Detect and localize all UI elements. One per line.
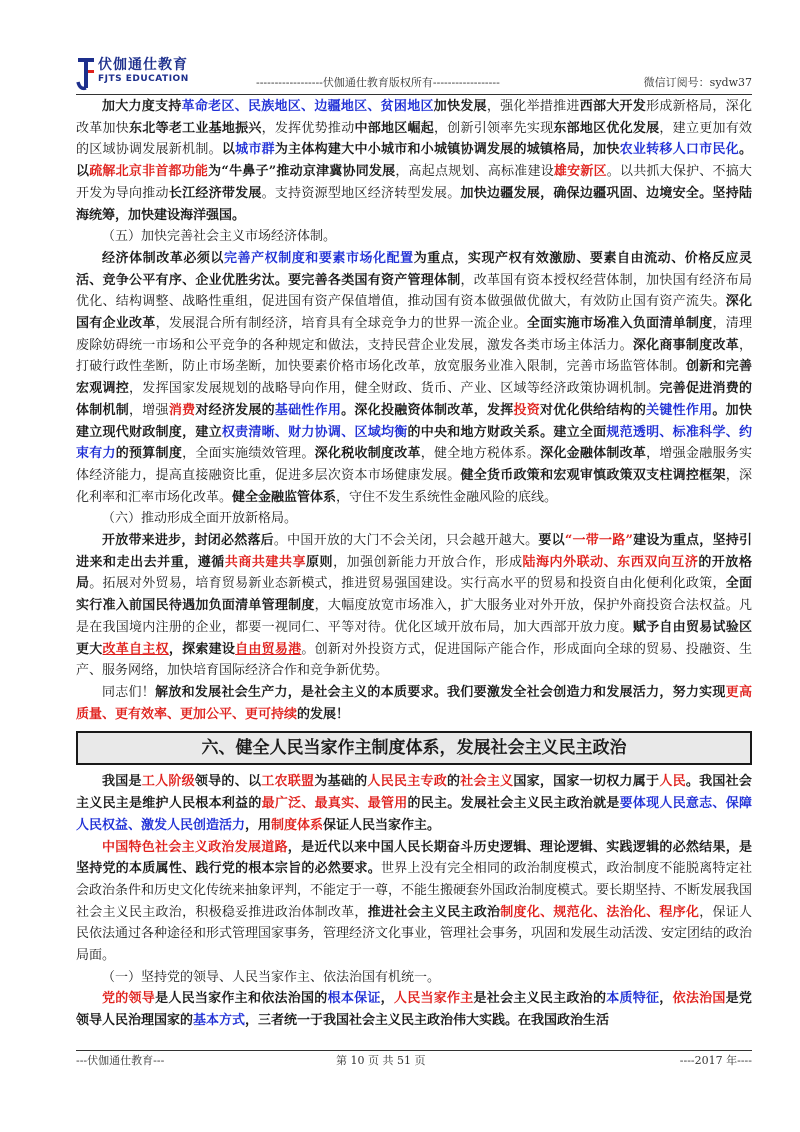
logo-text-en: FJTS EDUCATION bbox=[98, 74, 189, 84]
text-run: 农业转移人口市民化 bbox=[619, 142, 739, 158]
text-run: 消费 bbox=[168, 402, 196, 418]
text-run: ，加强创新能力开放合作，形成 bbox=[333, 554, 523, 570]
text-run: 国家，国家一切权力属于 bbox=[513, 774, 660, 790]
text-run: 。我国社会主义民主是维护人民根本利益的 bbox=[76, 774, 752, 812]
text-run: 是党领导人民治理国家的 bbox=[76, 991, 752, 1029]
text-run: 。以共抓大保护、不搞大开发为导向推动 bbox=[76, 164, 752, 201]
text-run: 制度化、规范化、法治化、程序化 bbox=[500, 904, 700, 920]
text-run: ，保证人民依法通过各种途径和形式管理国家事务，管理经济文化事业，管理社会事务，巩固和发展生动活泼、安定团结的政治局面。 bbox=[76, 904, 753, 964]
text-run: （一）坚持党的领导、人民当家作主、依法治国有机统一。 bbox=[102, 969, 441, 985]
footer-org: ---伏伽通仕教育--- bbox=[76, 1054, 165, 1067]
text-run: ，探索建设 bbox=[168, 641, 236, 657]
text-run: ，改革国有资本授权经营体制，加快国有经济布局优化、结构调整、战略性重组，促进国有资产保值增值，推动国有资本做强做优做大，有效防止国有资产流失。 bbox=[76, 272, 752, 310]
text-run: 的开放格局 bbox=[76, 554, 752, 592]
text-run: 全面实行准入前国民待遇加负面清单管理制度 bbox=[76, 576, 752, 614]
paragraph bbox=[76, 682, 752, 725]
text-run: ，打破行政性垄断，防止市场垄断，加快要素价格市场化改革，放宽服务业准入限制，完善市场监管体制。 bbox=[76, 337, 752, 375]
text-run: 。支持资源型地区经济转型发展。 bbox=[261, 185, 461, 201]
text-run: 雄安新区 bbox=[553, 164, 607, 180]
text-run: 开放带来进步，封闭必然落后 bbox=[102, 533, 274, 549]
text-run: “一带一路” bbox=[564, 533, 633, 549]
text-run: 为重点，实现产权有效激励、要素自由流动、价格反应灵活、竞争公平有序、企业优胜劣汰。要完善各类国有资产管理体制 bbox=[76, 250, 752, 288]
text-run: 加大力度支持 bbox=[102, 99, 182, 114]
text-run: 经济体制改革必须以 bbox=[102, 250, 224, 266]
text-run: （五）加快完善社会主义市场经济体制。 bbox=[102, 229, 337, 245]
text-run: 深化商事制度改革 bbox=[632, 337, 739, 353]
copyright-notice: ------------------伏伽通仕教育版权所有------------------ bbox=[256, 76, 500, 89]
text-run: 深化金融体制改革 bbox=[540, 446, 647, 462]
text-run: 要以 bbox=[538, 533, 565, 549]
text-run: 基本方式 bbox=[193, 1013, 246, 1029]
text-run: 形成新格局，深化改革加快 bbox=[76, 99, 752, 136]
text-run: 深化国有企业改革 bbox=[76, 294, 752, 332]
text-run: ，建立更加有效的区域协调发展新机制。 bbox=[76, 120, 752, 158]
text-run: ，强化举措推进 bbox=[486, 99, 580, 114]
footer-year: ----2017 年---- bbox=[679, 1054, 752, 1067]
text-run: 更高质量、更有效率、更加公平、更可持续 bbox=[76, 684, 752, 722]
text-run: 对经济发展的 bbox=[195, 402, 275, 418]
text-run: 的中央和地方财政关系。建立全面 bbox=[407, 424, 607, 440]
text-run: 根本保证 bbox=[327, 991, 381, 1007]
text-run: 对优化供给结构的 bbox=[540, 402, 647, 418]
subheading bbox=[76, 226, 752, 248]
text-run: 长江经济带发展 bbox=[168, 185, 262, 201]
text-run: 社会主义 bbox=[460, 774, 514, 790]
subheading bbox=[76, 967, 752, 989]
text-run: 同志们！ bbox=[102, 684, 156, 700]
text-run: ， bbox=[380, 991, 394, 1007]
text-run: 深化税收制度改革 bbox=[314, 446, 421, 462]
text-run: 的发展！ bbox=[297, 706, 350, 722]
text-run: 权责清晰、财力协调、区域均衡 bbox=[221, 424, 408, 440]
paragraph bbox=[76, 530, 752, 682]
logo-text-cn: 伏伽通仕教育 bbox=[98, 57, 188, 73]
text-run: ，增强 bbox=[129, 402, 169, 418]
text-run: 中国特色社会主义政治发展道路 bbox=[102, 839, 288, 855]
logo bbox=[76, 54, 196, 94]
text-run: 是人民当家作主和依法治国的 bbox=[155, 991, 328, 1007]
text-run: ，是近代以来中国人民长期奋斗历史逻辑、理论逻辑、实践逻辑的必然结果，是坚持党的本质属性、践行党的根本宗旨的必然要求。 bbox=[76, 839, 752, 877]
text-run: 中部地区崛起 bbox=[354, 120, 435, 136]
fjts-logo-icon bbox=[76, 56, 96, 92]
text-run: ，健全地方税体系。 bbox=[420, 446, 541, 462]
text-run: ，发展混合所有制经济，培育具有全球竞争力的世界一流企业。 bbox=[155, 316, 527, 332]
text-run: 关键性作用 bbox=[646, 402, 713, 418]
text-run: 加快边疆发展，确保边疆巩固、边境安全。坚持陆海统筹，加快建设海洋强国。 bbox=[76, 185, 752, 223]
subheading bbox=[76, 508, 752, 530]
text-run: ，全面实施绩效管理。 bbox=[182, 446, 315, 462]
text-run: 我国是 bbox=[102, 774, 142, 790]
text-run: 。拓展对外贸易，培育贸易新业态新模式，推进贸易强国建设。实行高水平的贸易和投资自由化便利化政策， bbox=[89, 576, 726, 592]
text-run: ，守住不发生系统性金融风险的底线。 bbox=[336, 489, 558, 505]
text-run: 的预算制度 bbox=[115, 446, 183, 462]
text-run: 全面实施市场准入负面清单制度 bbox=[526, 316, 713, 332]
text-run: 以 bbox=[221, 142, 236, 158]
text-run: ，创新引领率先实现 bbox=[434, 120, 554, 136]
footer-divider bbox=[76, 1050, 752, 1051]
text-run: 共商共建共享 bbox=[224, 554, 307, 570]
text-run: 赋予自由贸易试验区更大 bbox=[76, 619, 752, 657]
text-run: 依法治国 bbox=[672, 991, 726, 1007]
text-run: 基础性作用 bbox=[274, 402, 342, 418]
document-body bbox=[76, 96, 752, 1032]
text-run: 人民 bbox=[659, 774, 686, 790]
text-run: 最广泛、最真实、最管用 bbox=[261, 796, 408, 812]
text-run: 是社会主义民主政治的 bbox=[473, 991, 607, 1007]
text-run: 健全货币政策和宏观审慎政策双支柱调控框架 bbox=[460, 467, 726, 483]
page-header bbox=[76, 54, 752, 94]
text-run: 的 bbox=[447, 774, 461, 790]
text-run: 陆海内外联动、东西双向互济 bbox=[522, 554, 699, 570]
text-run: ，深化利率和汇率市场化改革。 bbox=[76, 467, 752, 505]
text-run: 投资 bbox=[513, 402, 541, 418]
text-run: 保证人民当家作主。 bbox=[323, 817, 441, 833]
page-number: 第 10 页 共 51 页 bbox=[336, 1054, 426, 1067]
text-run: 健全金融监管体系 bbox=[232, 489, 337, 505]
wechat-subscription: 微信订阅号：sydw37 bbox=[643, 76, 752, 89]
text-run: 。加快建立现代财政制度，建立 bbox=[76, 402, 752, 440]
text-run: 疏解北京非首都功能 bbox=[89, 164, 209, 180]
paragraph bbox=[76, 988, 752, 1031]
text-run: ，增强金融服务实体经济能力，提高直接融资比重，促进多层次资本市场健康发展。 bbox=[76, 446, 752, 483]
text-run: ， bbox=[659, 991, 673, 1007]
text-run: 东北等老工业基地振兴 bbox=[129, 120, 262, 136]
text-run: 人民当家作主 bbox=[393, 991, 474, 1007]
text-run: 改革自主权 bbox=[102, 641, 169, 657]
text-run: ，高起点规划、高标准建设 bbox=[395, 164, 554, 180]
text-run: 人民民主专政 bbox=[367, 774, 447, 790]
text-run: 原则 bbox=[306, 554, 334, 570]
paragraph bbox=[76, 837, 752, 967]
text-run: 自由贸易港 bbox=[235, 641, 302, 657]
header-divider bbox=[76, 94, 752, 95]
text-run: 为基础的 bbox=[314, 774, 368, 790]
text-run: ，发挥优势推动 bbox=[261, 120, 355, 136]
text-run: 。以 bbox=[76, 142, 752, 180]
text-run: ，三者统一于我国社会主义民主政治伟大实践。在我国政治生活 bbox=[245, 1013, 610, 1029]
text-run: 推进社会主义民主政治 bbox=[367, 904, 501, 920]
text-run: 规范透明、标准科学、约束有力 bbox=[76, 424, 752, 462]
text-run: ，清理废除妨碍统一市场和公平竞争的各种规定和做法，支持民营企业发展，激发各类市场主体活力。 bbox=[76, 316, 752, 353]
text-run: 创新和完善宏观调控 bbox=[76, 359, 752, 397]
text-run: ，发挥国家发展规划的战略导向作用，健全财政、货币、产业、区域等经济政策协调机制。 bbox=[129, 381, 660, 397]
text-run: 建设为重点，坚持引进来和走出去并重，遵循 bbox=[76, 533, 752, 570]
text-run: 。中国开放的大门不会关闭，只会越开越大。 bbox=[273, 533, 539, 549]
text-run: ，大幅度放宽市场准入，扩大服务业对外开放，保护外商投资合法权益。凡是在我国境内注册的企业，都要一视同仁、平等对待。优化区域开放布局，加大西部开放力度。 bbox=[76, 598, 752, 635]
text-run: 本质特征 bbox=[606, 991, 660, 1007]
text-run: 。创新对外投资方式，促进国际产能合作，形成面向全球的贸易、投融资、生产、服务网络，加快培育国际经济合作和竞争新优势。 bbox=[76, 641, 752, 679]
section-title: 六、健全人民当家作主制度体系，发展社会主义民主政治 bbox=[76, 731, 752, 765]
text-run: 世界上没有完全相同的政治制度模式，政治制度不能脱离特定社会政治条件和历史文化传统来抽象评判，不能定于一尊，不能生搬硬套外国政治制度模式。要长期坚持、不断发展我国社会主义民主政治，积极稳妥推进政治体制改革， bbox=[76, 861, 753, 920]
text-run: 革命老区、民族地区、边疆地区、贫困地区 bbox=[181, 99, 434, 114]
text-run: （六）推动形成全面开放新格局。 bbox=[102, 511, 298, 527]
text-run: 加快发展 bbox=[433, 99, 487, 114]
text-run: 完善促进消费的体制机制 bbox=[76, 381, 752, 418]
text-run: 领导的、以 bbox=[194, 774, 262, 790]
text-run: ，用 bbox=[245, 817, 272, 833]
text-run: 党的领导 bbox=[102, 991, 156, 1007]
text-run: 完善产权制度和要素市场化配置 bbox=[223, 250, 414, 266]
text-run: 工农联盟 bbox=[261, 774, 315, 790]
text-run: 要体现人民意志、保障人民权益、激发人民创造活力 bbox=[76, 796, 752, 833]
text-run: 西部大开发 bbox=[579, 99, 647, 114]
text-run: 。深化投融资体制改革，发挥 bbox=[341, 402, 514, 418]
paragraph bbox=[76, 771, 752, 836]
text-run: 为主体构建大中小城市和小城镇协调发展的城镇格局，加快 bbox=[274, 142, 620, 158]
paragraph bbox=[76, 96, 752, 226]
text-run: 为“牛鼻子”推动京津冀协同发展 bbox=[208, 164, 396, 180]
text-run: 东部地区优化发展 bbox=[553, 120, 660, 136]
text-run: 解放和发展社会生产力，是社会主义的本质要求。我们要激发全社会创造力和发展活力，努力实现 bbox=[155, 684, 726, 700]
text-run: 工人阶级 bbox=[141, 774, 195, 790]
text-run: 制度体系 bbox=[271, 817, 324, 833]
text-run: 城市群 bbox=[235, 142, 275, 158]
text-run: 的民主。发展社会主义民主政治就是 bbox=[407, 796, 620, 812]
paragraph bbox=[76, 248, 752, 508]
